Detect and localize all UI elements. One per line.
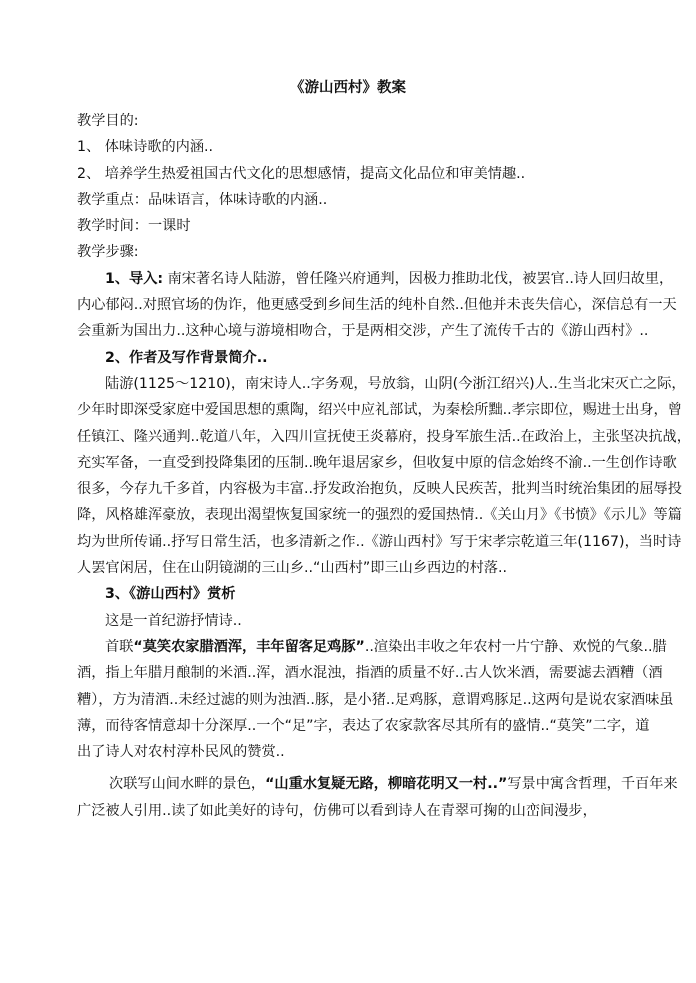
second-couplet-quote: “山重水复疑无路，柳暗花明又一村..”	[265, 776, 508, 793]
intro-heading: 1、导入:	[105, 270, 164, 287]
second-couplet-line-2: 广泛被人引用..读了如此美好的诗句，仿佛可以看到诗人在青翠可掬的山峦间漫步，	[77, 802, 597, 819]
second-couplet-line-1	[77, 771, 678, 797]
author-line-7: 均为世所传诵..抒写日常生活，也多清新之作..《游山西村》写于宋孝宗乾道三年(1167)，当时诗	[77, 533, 682, 550]
author-line-2: 少年时即深受家庭中爱国思想的熏陶，绍兴中应礼部试，为秦桧所黜..孝宗即位，赐进士出身，曾	[77, 402, 682, 419]
intro-text: 南宋著名诗人陆游，曾任隆兴府通判，因极力推助北伐，被罢官..诗人回归故里，	[163, 270, 674, 287]
teaching-focus: 教学重点：品味语言，体味诗歌的内涵..	[77, 191, 328, 208]
objective-2: 2、 培养学生热爱祖国古代文化的思想感情，提高文化品位和审美情趣..	[77, 165, 526, 182]
appreciation-intro: 这是一首纪游抒情诗..	[105, 612, 242, 629]
first-couplet-line-1	[77, 634, 667, 660]
first-couplet-rest: ..渲染出丰收之年农村一片宁静、欢悦的气象..腊	[364, 638, 667, 655]
author-line-5: 很多，今存九千多首，内容极为丰富..抒发政治抱负，反映人民疾苦，批判当时统治集团的屈辱投	[77, 481, 682, 498]
objectives-label: 教学目的:	[77, 113, 139, 129]
first-couplet-quote: “莫笑农家腊酒浑，丰年留客足鸡豚”	[133, 638, 365, 655]
first-couplet-pre: 首联	[105, 638, 134, 655]
first-couplet-line-4: 薄，而待客情意却十分深厚..一个“足”字，表达了农家款客尽其所有的盛情..“莫笑”二字，道	[77, 717, 650, 734]
steps-label: 教学步骤:	[77, 244, 139, 261]
intro-line-2: 内心郁闷..对照官场的伪诈，他更感受到乡间生活的纯朴自然..但他并未丧失信心，深信总有一天	[77, 297, 677, 314]
author-line-8: 人罢官闲居，住在山阴镜湖的三山乡..“山西村”即三山乡西边的村落..	[77, 560, 507, 577]
first-couplet-line-5: 出了诗人对农村淳朴民风的赞赏..	[77, 744, 285, 761]
document-body	[77, 108, 691, 824]
first-couplet-line-2: 酒，指上年腊月酿制的米酒..浑，酒水混浊，指酒的质量不好..古人饮米酒，需要滤去酒糟（酒	[77, 665, 663, 682]
second-couplet-rest: 写景中寓含哲理，千百年来	[507, 776, 678, 793]
document-title: 《游山西村》教案	[290, 80, 406, 96]
author-line-6: 降，风格雄浑豪放，表现出渴望恢复国家统一的强烈的爱国热情..《关山月》《书愤》《示儿》等篇	[77, 507, 682, 524]
intro-paragraph-line	[77, 266, 674, 292]
author-line-1: 陆游(1125～1210)，南宋诗人..字务观，号放翁，山阴(今浙江绍兴)人..生当北宋灭亡之际，	[105, 375, 686, 392]
author-line-4: 充实军备，一直受到投降集团的压制..晚年退居家乡，但收复中原的信念始终不渝..一生创作诗歌	[77, 454, 677, 471]
objective-1: 1、 体味诗歌的内涵..	[77, 139, 214, 156]
teaching-time: 教学时间：一课时	[77, 218, 191, 235]
author-heading: 2、作者及写作背景简介..	[105, 349, 268, 366]
appreciation-heading: 3、《游山西村》赏析	[105, 586, 236, 603]
intro-line-3: 会重新为国出力..这种心境与游境相吻合，于是两相交涉，产生了流传千古的《游山西村》..	[77, 323, 649, 340]
first-couplet-line-3: 糟），方为清酒..未经过滤的则为浊酒..豚，是小猪..足鸡豚，意谓鸡豚足..这两句是说农家酒味虽	[77, 691, 674, 708]
author-line-3: 任镇江、隆兴通判..乾道八年，入四川宣抚使王炎幕府，投身军旅生活..在政治上，主张坚决抗战，	[77, 428, 691, 445]
second-couplet-pre: 次联写山间水畔的景色，	[109, 776, 266, 793]
